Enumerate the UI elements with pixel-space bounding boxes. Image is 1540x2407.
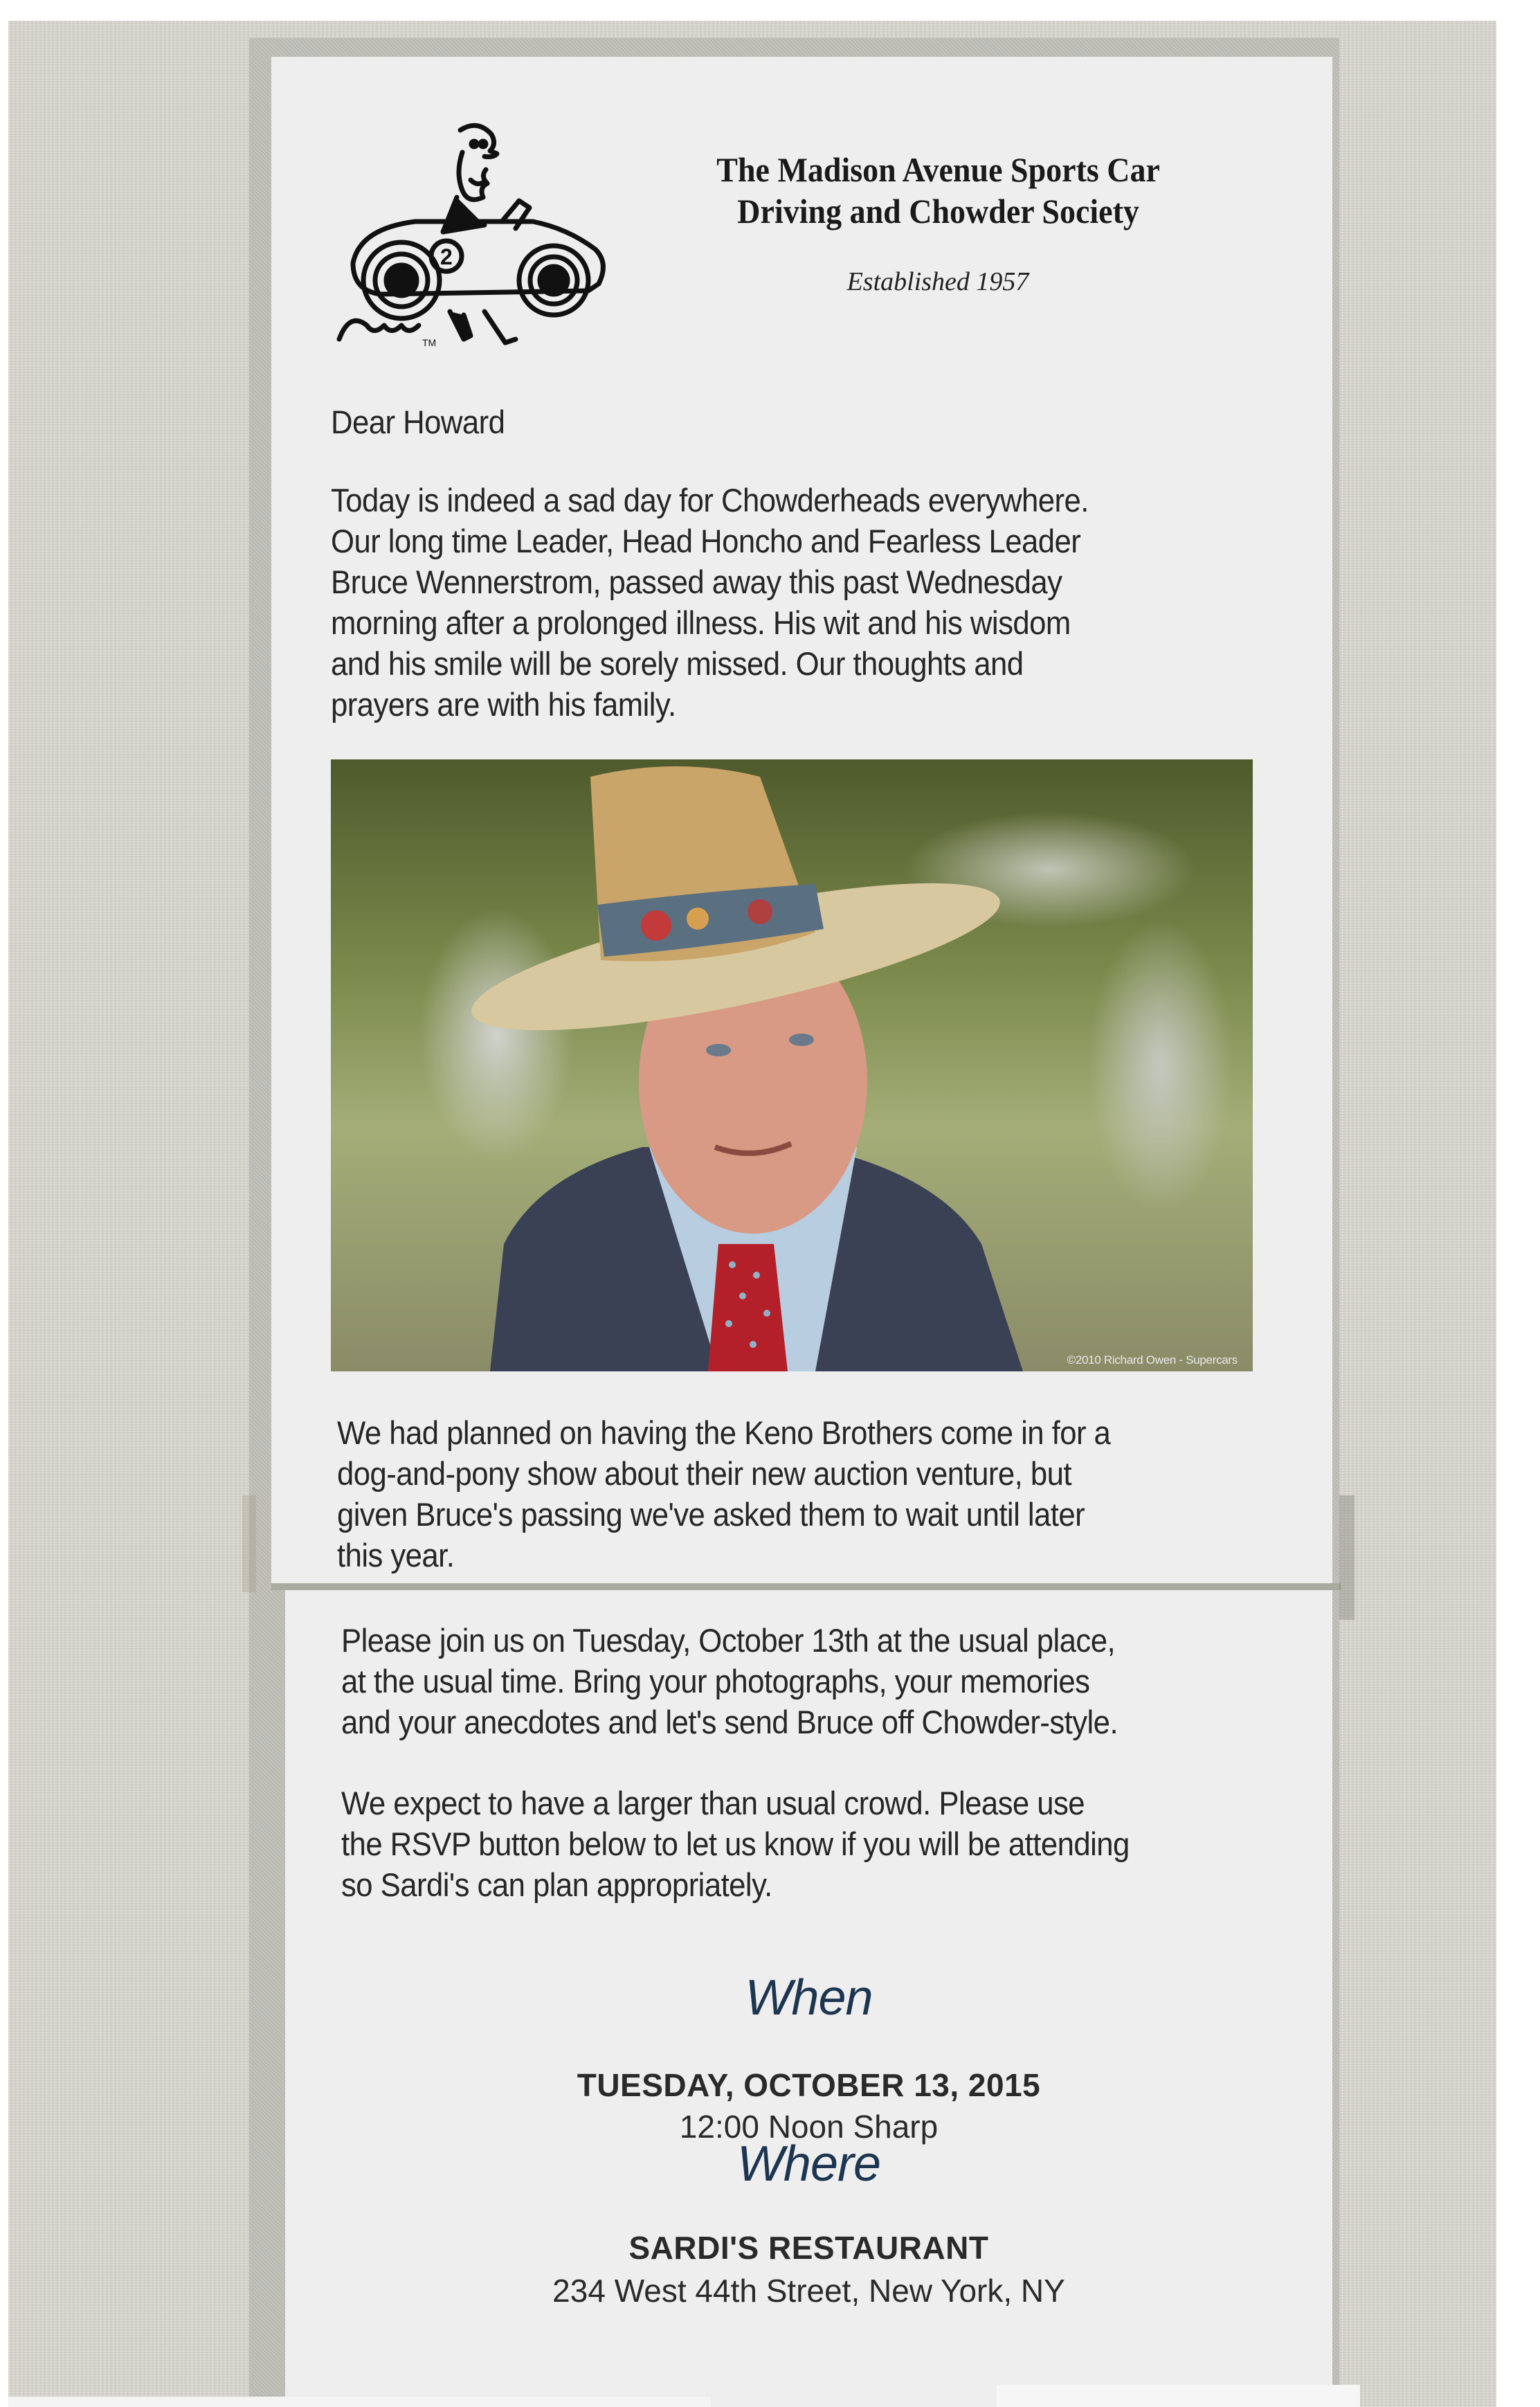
text-line: We expect to have a larger than usual crowd. Please use [341, 1785, 1085, 1821]
where-heading: Where [736, 2136, 881, 2192]
event-date: TUESDAY, OCTOBER 13, 2015 [577, 2067, 1041, 2103]
text-line: prayers are with his family. [331, 686, 676, 723]
paragraph-invitation [341, 1620, 1287, 1742]
event-venue: SARDI'S RESTAURANT [628, 2230, 989, 2266]
paragraph-rsvp [341, 1783, 1287, 1905]
text-line: dog-and-pony show about their new auction venture, but [337, 1455, 1071, 1492]
text-line: Please join us on Tuesday, October 13th at the usual place, [341, 1622, 1116, 1659]
portrait-photo [331, 759, 1253, 1371]
text-line: and your anecdotes and let's send Bruce off Chowder-style. [341, 1704, 1118, 1740]
paragraph-keno-brothers [337, 1412, 1283, 1576]
text-line: so Sardi's can plan appropriately. [341, 1866, 772, 1903]
fold-mark [242, 1495, 256, 1592]
fold-mark [1339, 1495, 1355, 1620]
text-line: and his smile will be sorely missed. Our thoughts and [331, 645, 1024, 682]
text-line: morning after a prolonged illness. His wit and his wisdom [331, 604, 1071, 641]
text-line: the RSVP button below to let us know if you will be attending [341, 1825, 1130, 1862]
when-heading: When [745, 1970, 873, 2026]
text-line: Bruce Wennerstrom, passed away this past Wednesday [331, 564, 1062, 600]
club-name-line: The Madison Avenue Sports Car [716, 150, 1160, 189]
club-name [664, 149, 1212, 232]
paper-edge [8, 2397, 711, 2407]
club-name-line: Driving and Chowder Society [737, 192, 1139, 231]
text-line: We had planned on having the Keno Brothers come in for a [337, 1414, 1111, 1451]
svg-text:2: 2 [440, 244, 453, 269]
text-line: given Bruce's passing we've asked them to wait until later [337, 1496, 1085, 1533]
svg-text:TM: TM [422, 337, 437, 348]
paragraph-condolence [331, 480, 1271, 725]
text-line: this year. [337, 1537, 455, 1574]
club-logo-icon [325, 118, 623, 353]
event-time: 12:00 Noon Sharp [679, 2109, 939, 2145]
photo-credit: ©2010 Richard Owen - Supercars [1067, 1353, 1238, 1367]
text-line: Our long time Leader, Head Honcho and Fearless Leader [331, 523, 1081, 559]
text-line: at the usual time. Bring your photographs, your memories [341, 1663, 1090, 1700]
fold-line [271, 1583, 1341, 1590]
text-line: Today is indeed a sad day for Chowderheads everywhere. [331, 482, 1089, 519]
paper-edge [997, 2385, 1360, 2407]
salutation: Dear Howard [331, 404, 505, 440]
event-address: 234 West 44th Street, New York, NY [552, 2273, 1065, 2309]
established-date: Established 1957 [846, 267, 1029, 296]
